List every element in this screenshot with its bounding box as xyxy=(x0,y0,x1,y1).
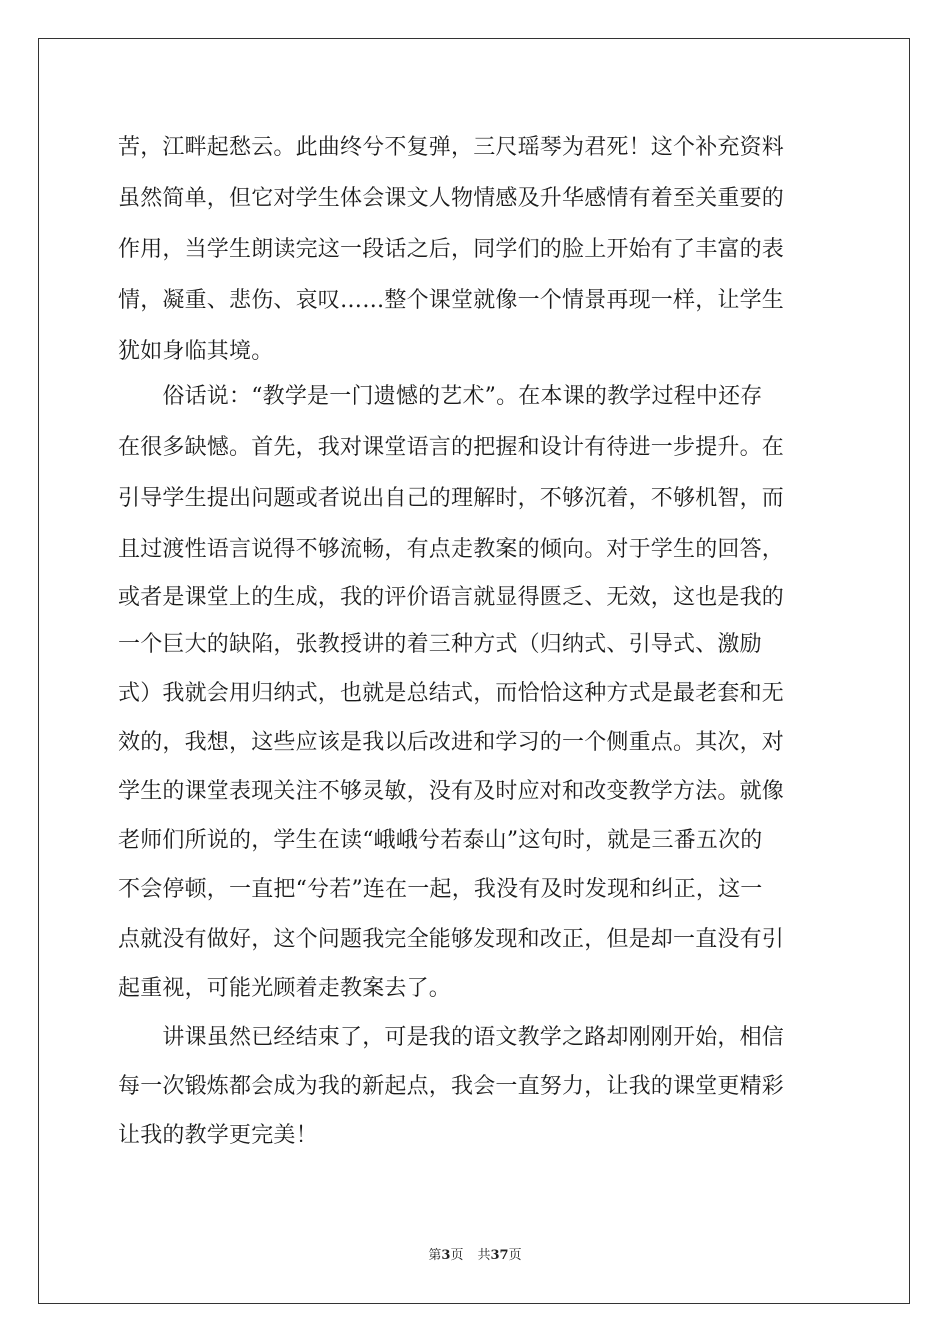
text-line: 或者是课堂上的生成，我的评价语言就显得匮乏、无效，这也是我的 xyxy=(118,585,785,610)
text-line: 让我的教学更完美！ xyxy=(118,1123,318,1148)
total-pages: 37 xyxy=(490,1248,509,1263)
text-line: 讲课虽然已经结束了，可是我的语文教学之路却刚刚开始，相信 xyxy=(118,1025,785,1050)
text-line: 老师们所说的，学生在读“峨峨兮若泰山”这句时，就是三番五次的 xyxy=(118,828,763,853)
text-line: 犹如身临其境。 xyxy=(118,339,274,364)
text-line: 情，凝重、悲伤、哀叹……整个课堂就像一个情景再现一样，让学生 xyxy=(118,288,785,313)
page-number: 3 xyxy=(441,1248,451,1263)
text-line: 苦，江畔起愁云。此曲终兮不复弹，三尺瑶琴为君死！这个补充资料 xyxy=(118,135,785,160)
text-line: 且过渡性语言说得不够流畅，有点走教案的倾向。对于学生的回答， xyxy=(118,537,785,562)
page-border xyxy=(38,38,910,1304)
text-line: 虽然简单，但它对学生体会课文人物情感及升华感情有着至关重要的 xyxy=(118,186,785,211)
text-line: 在很多缺憾。首先，我对课堂语言的把握和设计有待进一步提升。在 xyxy=(118,435,785,460)
page-indicator xyxy=(428,1247,463,1265)
total-prefix: 共 xyxy=(477,1248,491,1263)
text-line: 效的，我想，这些应该是我以后改进和学习的一个侧重点。其次，对 xyxy=(118,730,785,755)
text-line: 俗话说：“教学是一门遗憾的艺术”。在本课的教学过程中还存 xyxy=(118,384,763,409)
text-line: 每一次锻炼都会成为我的新起点，我会一直努力，让我的课堂更精彩 xyxy=(118,1074,785,1099)
text-line: 作用，当学生朗读完这一段话之后，同学们的脸上开始有了丰富的表 xyxy=(118,237,785,262)
text-line: 点就没有做好，这个问题我完全能够发现和改正，但是却一直没有引 xyxy=(118,927,785,952)
page-suffix: 页 xyxy=(450,1248,464,1263)
page-footer xyxy=(0,1247,950,1265)
text-line: 引导学生提出问题或者说出自己的理解时，不够沉着，不够机智，而 xyxy=(118,486,785,511)
page-prefix: 第 xyxy=(428,1248,442,1263)
text-line: 不会停顿，一直把“兮若”连在一起，我没有及时发现和纠正，这一 xyxy=(118,877,763,902)
text-line: 学生的课堂表现关注不够灵敏，没有及时应对和改变教学方法。就像 xyxy=(118,779,785,804)
text-line: 一个巨大的缺陷，张教授讲的着三种方式（归纳式、引导式、激励 xyxy=(118,632,762,657)
total-suffix: 页 xyxy=(508,1248,522,1263)
text-line: 式）我就会用归纳式，也就是总结式，而恰恰这种方式是最老套和无 xyxy=(118,681,785,706)
total-pages-indicator xyxy=(477,1247,521,1265)
text-line: 起重视，可能光顾着走教案去了。 xyxy=(118,976,452,1001)
